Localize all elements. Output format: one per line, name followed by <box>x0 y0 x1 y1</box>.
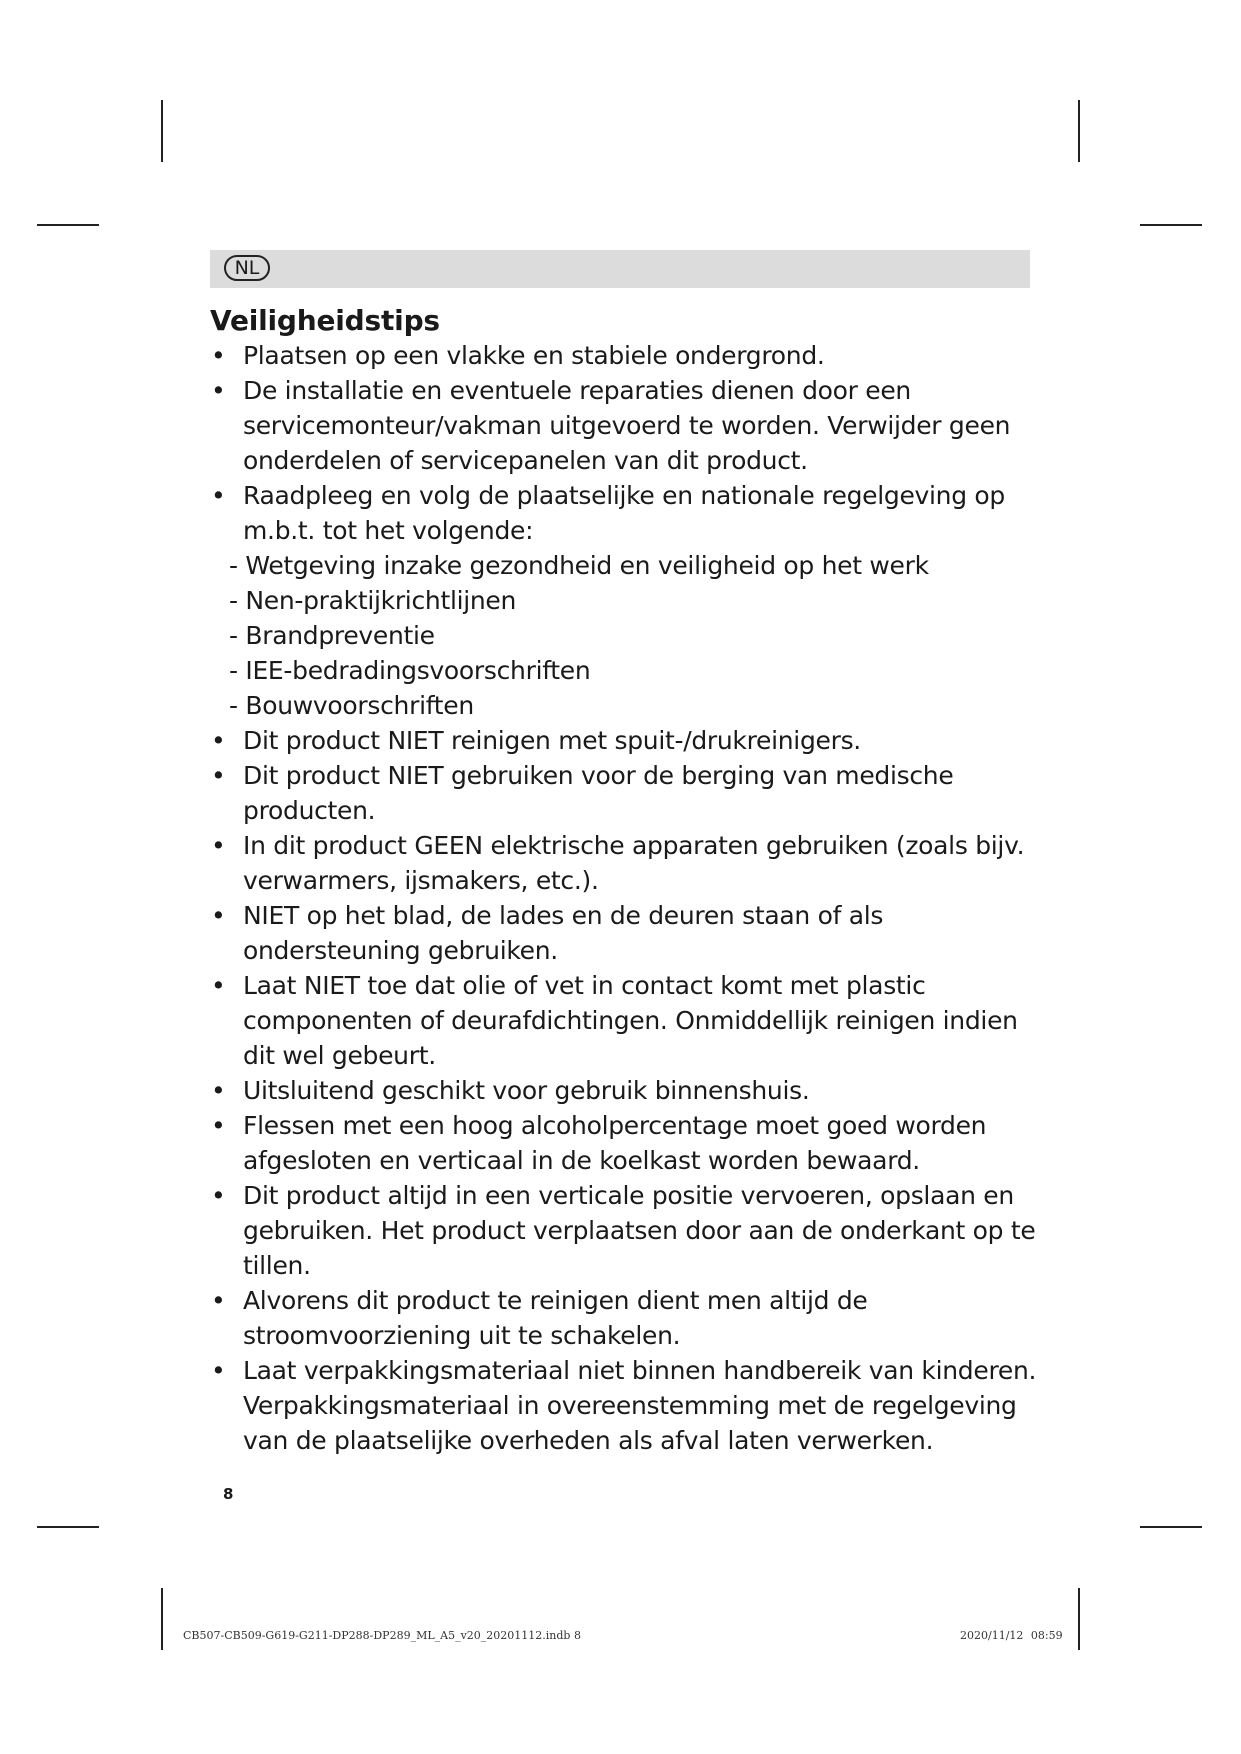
bullet-icon: • <box>211 1286 226 1315</box>
list-item <box>210 1178 1040 1283</box>
tip-text: Plaatsen op een vlakke en stabiele ondergrond. <box>243 341 825 370</box>
list-item <box>210 373 1040 478</box>
regulation-item: - Bouwvoorschriften <box>229 691 474 720</box>
bullet-icon: • <box>211 761 226 790</box>
bullet-icon: • <box>211 971 226 1000</box>
bullet-icon: • <box>211 481 226 510</box>
crop-mark-top-right <box>1078 100 1080 162</box>
list-item <box>210 828 1040 898</box>
bullet-icon: • <box>211 1356 226 1385</box>
bullet-icon: • <box>211 1111 226 1140</box>
crop-mark-bottom-right <box>1078 1588 1080 1650</box>
list-item <box>210 758 1040 828</box>
language-header-bar <box>210 250 1030 288</box>
bullet-icon: • <box>211 831 226 860</box>
bullet-icon: • <box>211 1076 226 1105</box>
bullet-icon: • <box>211 341 226 370</box>
crop-mark-right-lower <box>1140 1526 1202 1528</box>
list-item <box>210 968 1040 1073</box>
list-item <box>210 338 1040 373</box>
list-item <box>210 723 1040 758</box>
list-item <box>210 478 1040 723</box>
regulation-item: - IEE-bedradingsvoorschriften <box>229 656 591 685</box>
tip-text: Alvorens dit product te reinigen dient men altijd de stroomvoorziening uit te schakelen. <box>243 1286 868 1350</box>
tip-text: Raadpleeg en volg de plaatselijke en nationale regelgeving op m.b.t. tot het volgende: <box>243 481 1005 545</box>
crop-mark-left-lower <box>37 1526 99 1528</box>
page-number: 8 <box>223 1485 234 1503</box>
safety-tips-section <box>210 300 1040 1458</box>
tip-text: Uitsluitend geschikt voor gebruik binnenshuis. <box>243 1076 810 1105</box>
crop-mark-bottom-left <box>161 1588 163 1650</box>
tip-text: NIET op het blad, de lades en de deuren staan of als ondersteuning gebruiken. <box>243 901 884 965</box>
safety-tips-list <box>210 338 1040 1458</box>
section-title: Veiligheidstips <box>210 304 440 337</box>
regulations-list <box>229 548 1040 723</box>
tip-text: Laat verpakkingsmateriaal niet binnen handbereik van kinderen. Verpakkingsmateriaal in overeenstemming met de regelgeving van de plaatselijke overheden als afval laten verwerken. <box>243 1356 1037 1455</box>
list-item <box>210 898 1040 968</box>
bullet-icon: • <box>211 376 226 405</box>
file-slug: CB507-CB509-G619-G211-DP288-DP289_ML_A5_v20_20201112.indb 8 <box>183 1629 581 1642</box>
crop-mark-top-left <box>161 100 163 162</box>
regulation-item: - Brandpreventie <box>229 621 435 650</box>
regulation-item: - Nen-praktijkrichtlijnen <box>229 586 517 615</box>
list-item <box>210 1283 1040 1353</box>
crop-mark-left-upper <box>37 224 99 226</box>
crop-mark-right-upper <box>1140 224 1202 226</box>
list-item <box>210 1353 1040 1458</box>
tip-text: Dit product NIET gebruiken voor de berging van medische producten. <box>243 761 954 825</box>
tip-text: Laat NIET toe dat olie of vet in contact komt met plastic componenten of deurafdichtingen. Onmiddellijk reinigen indien dit wel gebeurt. <box>243 971 1018 1070</box>
bullet-icon: • <box>211 1181 226 1210</box>
regulation-item: - Wetgeving inzake gezondheid en veiligheid op het werk <box>229 551 929 580</box>
tip-text: In dit product GEEN elektrische apparaten gebruiken (zoals bijv. verwarmers, ijsmakers, etc.). <box>243 831 1025 895</box>
bullet-icon: • <box>211 901 226 930</box>
language-badge: NL <box>224 255 270 281</box>
print-date-time: 2020/11/12 08:59 <box>960 1629 1063 1642</box>
tip-text: Flessen met een hoog alcoholpercentage moet goed worden afgesloten en verticaal in de koelkast worden bewaard. <box>243 1111 987 1175</box>
bullet-icon: • <box>211 726 226 755</box>
tip-text: De installatie en eventuele reparaties dienen door een servicemonteur/vakman uitgevoerd te worden. Verwijder geen onderdelen of servicepanelen van dit product. <box>243 376 1011 475</box>
list-item <box>210 1073 1040 1108</box>
tip-text: Dit product NIET reinigen met spuit-/drukreinigers. <box>243 726 861 755</box>
list-item <box>210 1108 1040 1178</box>
tip-text: Dit product altijd in een verticale positie vervoeren, opslaan en gebruiken. Het product verplaatsen door aan de onderkant op te tillen. <box>243 1181 1036 1280</box>
